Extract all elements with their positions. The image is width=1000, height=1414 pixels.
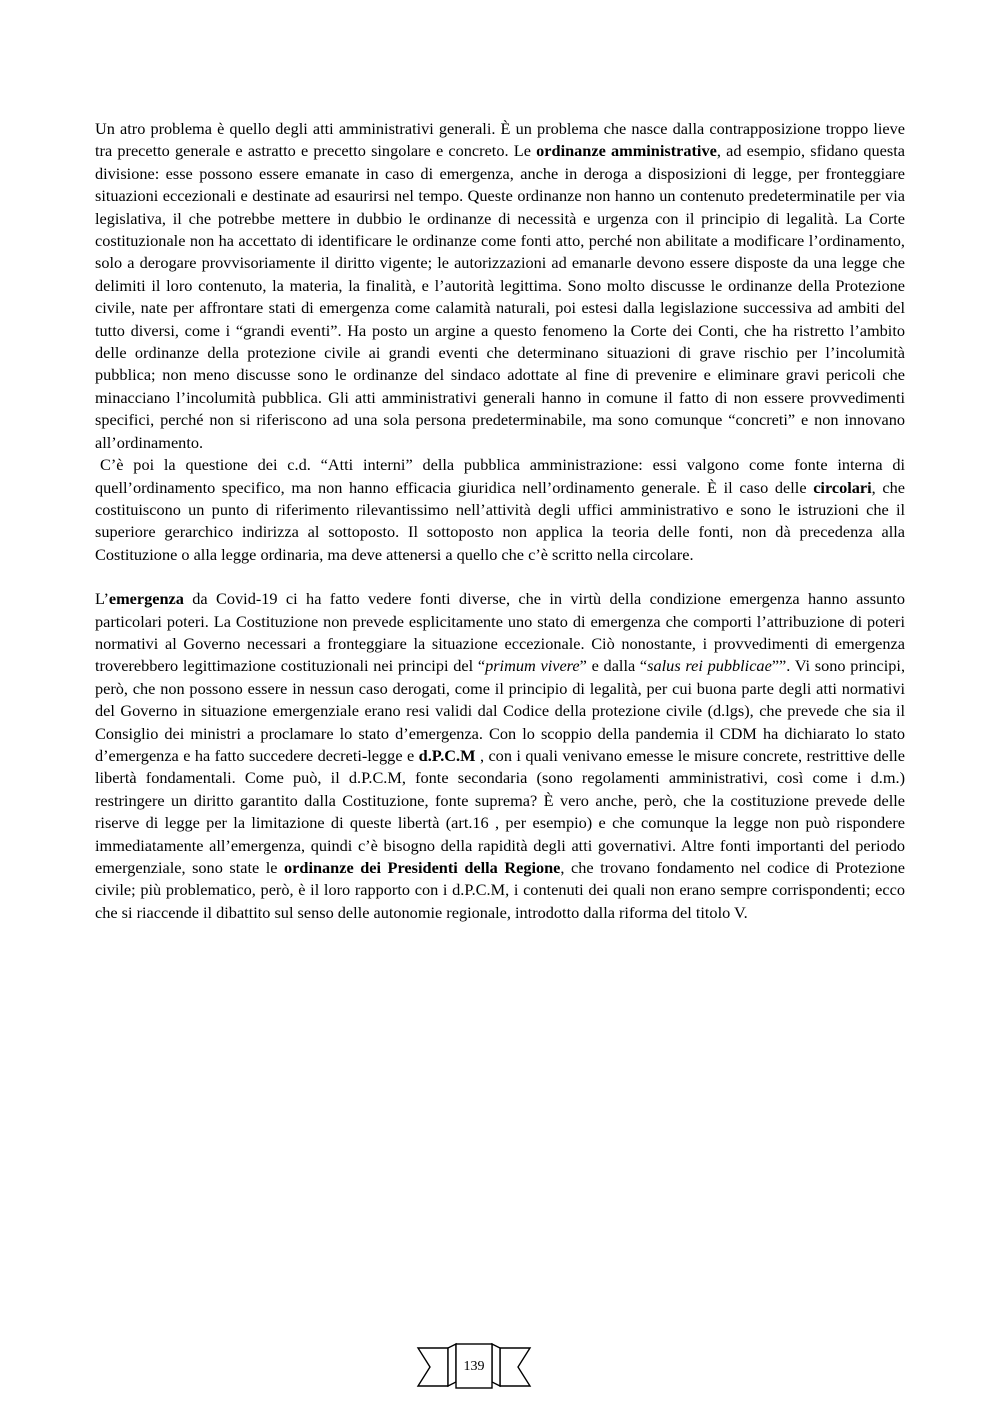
bold-term-ordinanze-amministrative: ordinanze amministrative <box>536 141 717 161</box>
document-body <box>95 118 905 924</box>
text-run: da Covid-19 ci ha fatto vedere fonti diverse, che in virtù della condizione emergenza hanno assunto particolari poteri. La Costituzione non prevede esplicitamente uno stato di emergenza che comporti l’attribuzione di poteri normativi al Governo necessari a fronteggiare la situazione eccezionale. Ciò nonostante, i provvedimenti di emergenza troverebbero legittimazione costituzionali nei principi del “ <box>95 589 905 676</box>
text-run: Un atro problema è quello degli atti amministrativi generali. È un problema che nasce dalla contrapposizione troppo lieve tra precetto generale e astratto e precetto singolare e concreto. Le <box>95 119 905 161</box>
bold-term-circolari: circolari <box>813 477 872 497</box>
text-run: C’è poi la questione dei c.d. “Atti interni” della pubblica amministrazione: essi valgono come fonte interna di quell’ordinamento specifico, ma non hanno efficacia giuridica nell’ordinamento generale. È il caso delle <box>95 455 905 497</box>
bold-term-ordinanze-presidenti-regione: ordinanze dei Presidenti della Regione <box>284 858 561 877</box>
page-number-ribbon <box>416 1342 532 1392</box>
text-run: , che trovano fondamento nel codice di Protezione civile; più problematico, però, è il loro rapporto con i d.P.C.M, i contenuti dei quali non erano sempre corrispondenti; ecco che si riaccende il dibattito sul senso delle autonomie regionale, introdotto dalla riforma del titolo V. <box>95 858 905 922</box>
text-run: ” e dalla “ <box>579 656 648 676</box>
italic-term-salus-rei-pubblicae: salus rei pubblicae <box>647 656 772 676</box>
paragraph-ordinanze <box>95 118 905 454</box>
text-run: , ad esempio, sfidano questa divisione: esse possono essere emanate in caso di emergenza, anche in deroga a disposizioni di legge, per fronteggiare situazioni eccezionali e destinate ad esaurirsi nel tempo. Queste ordinanze non hanno un contenuto predeterminatile per via legislativa, il che potrebbe mettere in dubbio le ordinanze di necessità e urgenza con il principio di legalità. La Corte costituzionale non ha accettato di identificare le ordinanze come fonti atto, perché non abilitate a modificare l’ordinamento, solo a derogare provvisoriamente il diritto vigente; le autorizzazioni ad emanarle devono essere disposte da una legge che delimiti il loro contenuto, la materia, la finalità, e l’autorità legittima. Sono molto discusse le ordinanze della Protezione civile, nate per affrontare stati di emergenza come calamità naturali, poi estesi dalla legislazione successiva ad ambiti del tutto diversi, come i “grandi eventi”. Ha posto un argine a questo fenomeno la Corte dei Conti, che ha ristretto l’ambito delle ordinanze della protezione civile ai grandi eventi che determinano situazioni di grave rischio per l’incolumità pubblica; non meno discusse sono le ordinanze del sindaco adottate al fine di prevenire e eliminare gravi pericoli che minacciano l’incolumità pubblica. Gli atti amministrativi generali hanno in comune il fatto di non essere provvedimenti specifici, perché non si riferiscono ad una sola persona predeterminabile, ma sono comunque “concreti” e non innovano all’ordinamento. <box>95 141 905 452</box>
paragraph-spacer <box>95 566 905 588</box>
paragraph-atti-interni <box>95 454 905 566</box>
bold-term-emergenza: emergenza <box>108 589 184 609</box>
text-run: L’ <box>95 589 109 609</box>
page-number: 139 <box>463 1359 485 1374</box>
paragraph-emergenza <box>95 588 905 924</box>
text-run: , che costituiscono un punto di riferimento rilevantissimo nell’attività degli uffici amministrativo e sono le istruzioni che il superiore gerarchico indirizza al sottoposto. Il sottoposto non applica la teoria delle fonti, non dà precedenza alla Costituzione o alla legge ordinaria, ma deve attenersi a quello che c’è scritto nella circolare. <box>95 477 905 564</box>
text-run: ””. Vi sono principi, però, che non possono essere in nessun caso derogati, come il principio di legalità, per cui buona parte degli atti normativi del Governo in situazione emergenziale erano resi validi dal Codice della protezione civile (d.lgs), che prevede che sia il Consiglio dei ministri a proclamare lo stato d’emergenza. Con lo scoppio della pandemia il CDM ha dichiarato lo stato d’emergenza e ha fatto succedere decreti-legge e <box>95 656 906 765</box>
italic-term-primum-vivere: primum vivere <box>485 656 580 676</box>
bold-term-dpcm: d.P.C.M <box>418 745 476 765</box>
text-run: , con i quali venivano emesse le misure concrete, restrittive delle libertà fondamentali. Come può, il d.P.C.M, fonte secondaria (sono regolamenti amministrativi, così come i d.m.) restringere un diritto garantito dalla Costituzione, fonte suprema? È vero anche, però, che la costituzione prevede delle riserve di legge per la limitazione di queste libertà (art.16 , per esempio) e che comunque la legge non può rispondere immediatamente all’emergenza, quindi c’è bisogno della rapidità degli atti governativi. Altre fonti importanti del periodo emergenziale, sono state le <box>95 745 905 877</box>
